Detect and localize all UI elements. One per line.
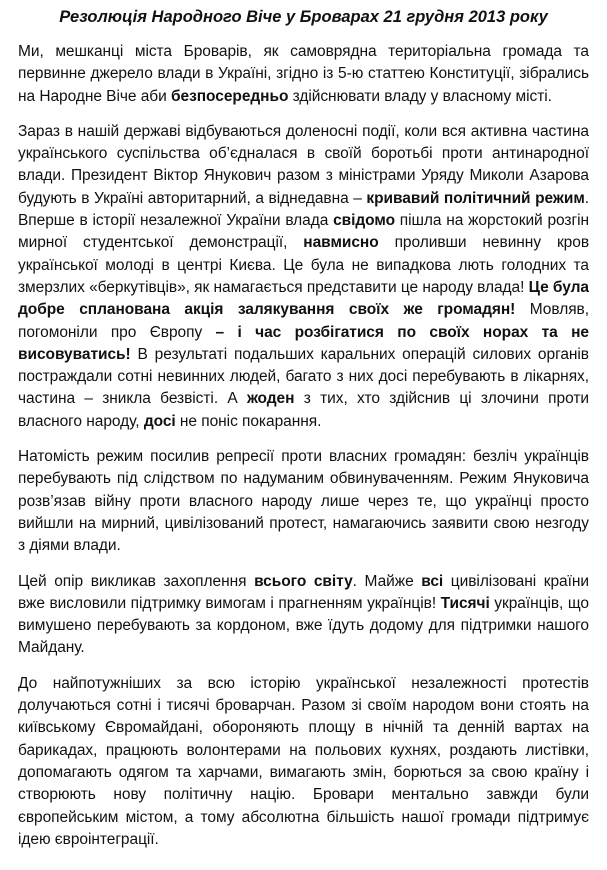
text-run: . Вперше в історії незалежної України влада	[18, 189, 589, 230]
text-run: Натомість режим посилив репресії проти власних громадян: безліч українців перебувають під слідством по надуманим обвинуваченням. Режим Януковича розв’язав війну проти власного народу лише через те, що українці просто вийшли на мирний, цивілізований протест, намагаючись заявити свою незгоду з діями влади.	[18, 448, 589, 555]
bold-text: всього світу	[254, 572, 353, 590]
paragraph	[18, 41, 589, 108]
bold-text-run	[171, 88, 288, 105]
bold-text-run	[247, 390, 294, 407]
text-run: здійснювати владу у власному місті.	[288, 87, 552, 105]
bold-text: жоден	[246, 390, 295, 408]
bold-text-run	[441, 595, 490, 612]
paragraph	[18, 571, 589, 660]
text-run: До найпотужніших за всю історію української незалежності протестів долучаються сотні і тисячі броварчан. Разом зі своїм народом вони стоять на київському Євромайдані, обороняють площу в нічній та денній вартах на барикадах, працюють волонтерами на польових кухнях, роздають листівки, допомагають одягом та харчами, вимагають змін, борються за свою країну і створюють нову політичну націю. Бровари ментально завжди були європейським містом, а тому абсолютна більшість нашої громади підтримує ідею євроінтеграції.	[18, 674, 589, 848]
bold-text: – і час розбігатися по своїх норах та не висовуватись!	[18, 323, 589, 363]
bold-text: Це була добре спланована акція залякування своїх же громадян!	[18, 278, 589, 319]
text-run: з тих, хто здійснив ці злочини проти власного народу,	[18, 390, 589, 430]
text-run: не поніс покарання.	[175, 412, 322, 430]
document-body	[18, 41, 589, 851]
text-run: проливши невинну кров української молоді в центрі Києва. Це була не випадкова лють голодних та змерзлих «беркутівців», як намагається представити це народу влада!	[18, 234, 589, 296]
text-run: Мовляв, погомоніли про Європу	[18, 301, 589, 341]
text-run: Зараз в нашій державі відбуваються доленосні події, коли вся активна частина українського суспільства об’єдналася в своїй боротьбі проти антинародної влади. Президент Віктор Янукович разом з міністрами Уряду Миколи Азарова будують в Україні авторитарний, а віднедавна –	[18, 122, 589, 207]
bold-text: кривавий політичний режим	[366, 189, 585, 207]
text-run: Цей опір викликав захоплення	[18, 572, 255, 590]
paragraph	[18, 446, 589, 557]
text-run: українців, що вимушено перебувають за кордоном, вже їдуть додому для підтримки нашого Майдану.	[18, 594, 589, 657]
bold-text-run	[144, 413, 176, 430]
bold-text: досі	[143, 412, 176, 430]
bold-text-run	[333, 212, 395, 229]
document-title: Резолюція Народного Віче у Броварах 21 грудня 2013 року	[59, 8, 548, 26]
text-run: цивілізовані країни вже висловили підтримку вимогам і прагненням українців!	[18, 572, 590, 612]
bold-text: свідомо	[333, 212, 396, 230]
bold-text-run	[421, 573, 443, 590]
text-run: . Майже	[352, 572, 422, 590]
paragraph	[18, 121, 589, 433]
bold-text-run	[303, 234, 378, 251]
bold-text: Тисячі	[440, 594, 490, 612]
paragraph	[18, 673, 589, 851]
bold-text: безпосередньо	[170, 87, 289, 105]
bold-text: всі	[421, 572, 444, 590]
bold-text-run	[366, 190, 584, 207]
text-run: В результаті подальших каральних операцій силових органів постраждали сотні невинних людей, багато з них досі перебувають в лікарнях, частина – зникла безвісті. А	[18, 345, 589, 408]
bold-text-run	[254, 573, 353, 590]
bold-text: навмисно	[303, 234, 379, 252]
text-run: пішла на жорстокий розгін мирної студентської демонстрації,	[18, 212, 589, 252]
text-run: Ми, мешканці міста Броварів, як самоврядна територіальна громада та первинне джерело влади в Україні, згідно із 5-ю статтею Конституції, зібрались на Народне Віче аби	[18, 43, 589, 105]
